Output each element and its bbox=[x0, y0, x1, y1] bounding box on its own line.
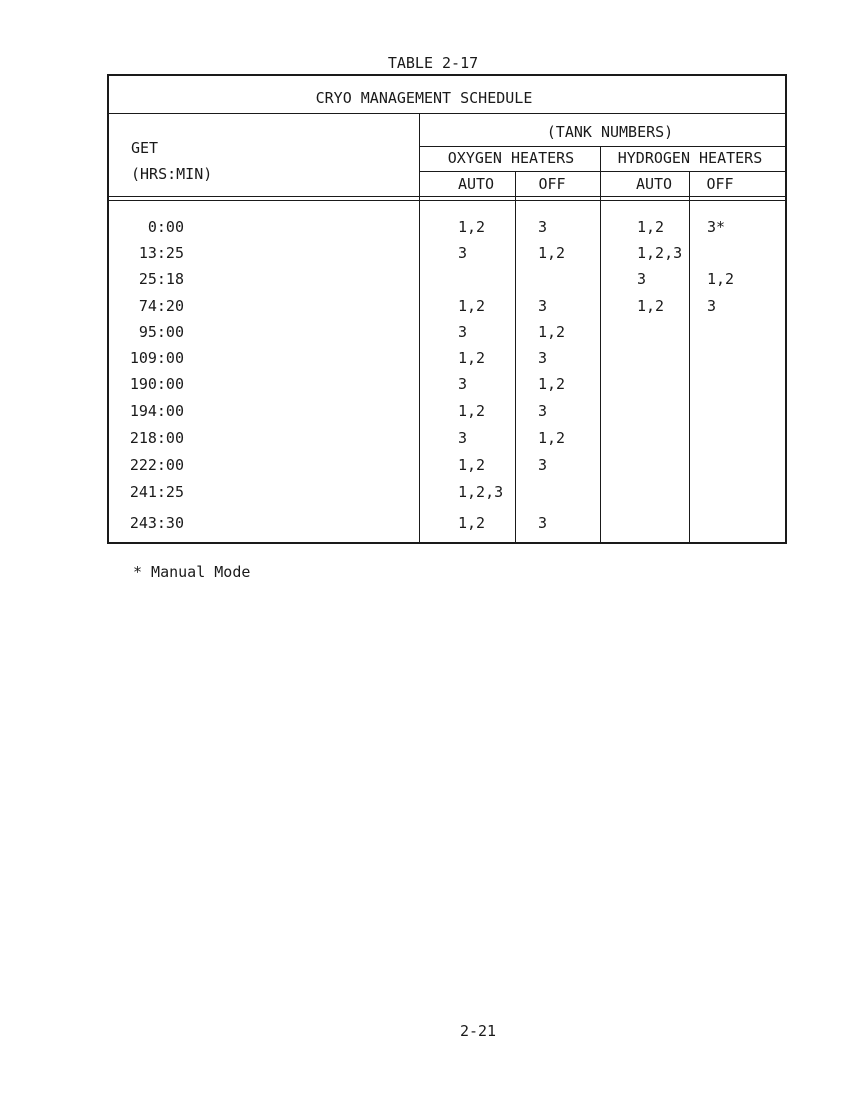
page-number: 2-21 bbox=[459, 1022, 497, 1040]
cell-o2-off: 3 bbox=[538, 514, 548, 532]
header-divider-upper bbox=[107, 196, 787, 197]
title-divider bbox=[107, 113, 787, 114]
cell-o2-off: 1,2 bbox=[538, 375, 566, 393]
o2-auto-header: AUTO bbox=[457, 175, 495, 193]
cell-get: 190:00 bbox=[129, 375, 184, 393]
cell-o2-auto: 3 bbox=[458, 323, 468, 341]
h2-off-header: OFF bbox=[706, 175, 734, 193]
cell-h2-off: 3 bbox=[707, 297, 717, 315]
footnote: * Manual Mode bbox=[133, 563, 251, 581]
tank-numbers-header: (TANK NUMBERS) bbox=[546, 123, 674, 141]
cell-o2-auto: 1,2 bbox=[458, 456, 486, 474]
cell-get: 0:00 bbox=[147, 218, 184, 236]
cell-h2-off: 1,2 bbox=[707, 270, 735, 288]
cell-get: 241:25 bbox=[129, 483, 184, 501]
oxygen-hydrogen-divider bbox=[600, 146, 601, 544]
cell-h2-auto: 3 bbox=[637, 270, 647, 288]
cell-h2-auto: 1,2 bbox=[637, 218, 665, 236]
cell-h2-auto: 1,2,3 bbox=[637, 244, 683, 262]
cell-get: 74:20 bbox=[138, 297, 184, 315]
cell-o2-auto: 3 bbox=[458, 429, 468, 447]
cell-o2-off: 3 bbox=[538, 218, 548, 236]
get-header: GET bbox=[131, 139, 159, 157]
heater-group-divider bbox=[420, 171, 787, 172]
cell-o2-off: 1,2 bbox=[538, 323, 566, 341]
tank-numbers-divider bbox=[420, 146, 787, 147]
table-label: TABLE 2-17 bbox=[387, 54, 479, 72]
cell-h2-off: 3* bbox=[707, 218, 726, 236]
cell-get: 13:25 bbox=[138, 244, 184, 262]
cell-o2-auto: 1,2 bbox=[458, 218, 486, 236]
o2-auto-off-divider bbox=[515, 171, 516, 544]
cell-o2-off: 3 bbox=[538, 349, 548, 367]
get-column-divider bbox=[419, 113, 420, 544]
h2-auto-header: AUTO bbox=[635, 175, 673, 193]
cell-o2-auto: 1,2 bbox=[458, 402, 486, 420]
cell-o2-off: 3 bbox=[538, 456, 548, 474]
cell-h2-auto: 1,2 bbox=[637, 297, 665, 315]
oxygen-heaters-header: OXYGEN HEATERS bbox=[447, 149, 575, 167]
cell-o2-off: 1,2 bbox=[538, 244, 566, 262]
cell-o2-auto: 1,2 bbox=[458, 297, 486, 315]
cell-o2-auto: 1,2 bbox=[458, 349, 486, 367]
cell-get: 222:00 bbox=[129, 456, 184, 474]
cell-o2-auto: 3 bbox=[458, 375, 468, 393]
h2-auto-off-divider bbox=[689, 171, 690, 544]
header-divider-lower bbox=[107, 200, 787, 201]
cell-get: 243:30 bbox=[129, 514, 184, 532]
get-units: (HRS:MIN) bbox=[131, 165, 213, 183]
cell-get: 95:00 bbox=[138, 323, 184, 341]
cell-o2-auto: 3 bbox=[458, 244, 468, 262]
cryo-management-table bbox=[107, 74, 787, 544]
cell-o2-auto: 1,2,3 bbox=[458, 483, 504, 501]
cell-get: 194:00 bbox=[129, 402, 184, 420]
cell-get: 25:18 bbox=[138, 270, 184, 288]
table-title: CRYO MANAGEMENT SCHEDULE bbox=[315, 89, 533, 107]
cell-get: 109:00 bbox=[129, 349, 184, 367]
cell-o2-off: 3 bbox=[538, 402, 548, 420]
cell-o2-off: 3 bbox=[538, 297, 548, 315]
cell-o2-auto: 1,2 bbox=[458, 514, 486, 532]
cell-o2-off: 1,2 bbox=[538, 429, 566, 447]
hydrogen-heaters-header: HYDROGEN HEATERS bbox=[617, 149, 763, 167]
cell-get: 218:00 bbox=[129, 429, 184, 447]
o2-off-header: OFF bbox=[538, 175, 566, 193]
